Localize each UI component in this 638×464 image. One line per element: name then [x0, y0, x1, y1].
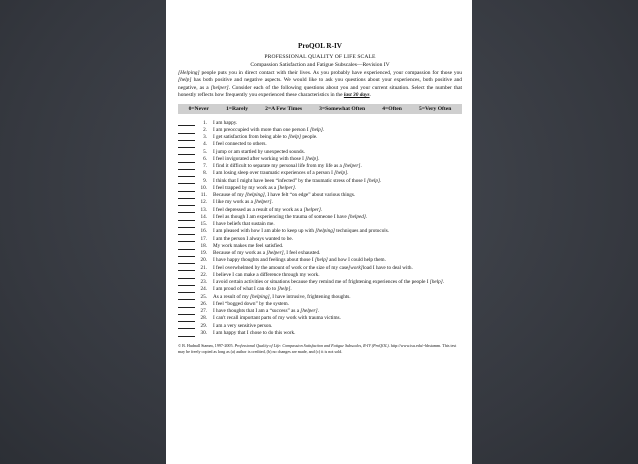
answer-blank[interactable] — [178, 214, 195, 221]
question-number: 9. — [203, 177, 207, 184]
question-number: 1. — [203, 119, 207, 126]
scale-option: 3=Somewhat Often — [319, 105, 366, 112]
answer-blank[interactable] — [178, 294, 195, 301]
question-number: 21. — [200, 264, 207, 271]
question-number: 13. — [200, 206, 207, 213]
answer-blank[interactable] — [178, 141, 195, 148]
question-item — [178, 315, 462, 322]
question-text — [213, 221, 462, 228]
italic-text: [helper] — [277, 184, 295, 191]
text-run: I feel connected to others. — [213, 141, 267, 148]
question-number: 22. — [200, 271, 207, 278]
answer-blank[interactable] — [178, 207, 195, 214]
question-number: 11. — [200, 192, 207, 199]
text-run: . — [271, 199, 273, 206]
answer-blank[interactable] — [178, 236, 195, 243]
text-run: people puts you in direct contact with their lives. As you probably have experienced, your compassion for those you — [199, 70, 462, 76]
question-number: 16. — [200, 228, 207, 235]
text-run: . http://www.isu.edu/~bhstamm. This test may be freely copied as long as (a) author is credited, (b) no changes are made, and (c) it is not sold. — [178, 343, 457, 354]
answer-blank[interactable] — [178, 279, 195, 286]
question-number: 26. — [200, 300, 207, 307]
answer-blank[interactable] — [178, 221, 195, 228]
question-item — [178, 286, 462, 293]
question-text — [213, 294, 462, 301]
question-item — [178, 141, 462, 148]
italic-text: [help] — [277, 286, 291, 293]
text-run: I find it difficult to separate my personal life from my life as a — [213, 163, 344, 170]
question-number: 4. — [203, 141, 207, 148]
answer-blank[interactable] — [178, 243, 195, 250]
question-item — [178, 330, 462, 337]
question-item — [178, 323, 462, 330]
text-run: . — [290, 286, 292, 293]
answer-blank[interactable] — [178, 178, 195, 185]
question-number: 6. — [203, 155, 207, 162]
text-run: . Consider each of the following questions about you and your current situation. Select the number that honestly reflects how frequently you experienced these characteristics in the — [178, 84, 462, 99]
answer-blank[interactable] — [178, 156, 195, 163]
text-run: I feel as though I am experiencing the trauma of someone I have — [213, 213, 348, 220]
text-run: I feel depressed as a result of my work as a — [213, 206, 304, 213]
text-run: . — [318, 155, 320, 162]
answer-blank[interactable] — [178, 120, 195, 127]
question-text — [213, 170, 462, 177]
italic-text: [helping] — [245, 192, 265, 199]
answer-blank[interactable] — [178, 192, 195, 199]
answer-blank[interactable] — [178, 301, 195, 308]
question-item — [178, 294, 462, 301]
text-run: . — [317, 308, 319, 315]
question-text — [213, 265, 462, 272]
answer-blank[interactable] — [178, 265, 195, 272]
text-run: I feel overwhelmed by the amount of work or the size of my case — [213, 264, 349, 271]
italic-text: [help] — [367, 177, 380, 184]
question-item — [178, 120, 462, 127]
text-run: . — [365, 213, 368, 220]
text-run: I am the person I always wanted to be. — [213, 235, 293, 242]
italic-text: [help] — [429, 279, 443, 286]
question-number: 10. — [200, 184, 207, 191]
italic-text: [helper] — [303, 206, 321, 213]
italic-text: [work] — [348, 264, 363, 271]
question-item — [178, 221, 462, 228]
text-run: and how I could help them. — [327, 257, 386, 264]
text-run: I think that I might have been “infected” by the traumatic stress of those I — [213, 177, 367, 184]
text-run: I am proud of what I can do to — [213, 286, 278, 293]
text-run: . — [360, 163, 362, 170]
scale-option: 5=Very Often — [419, 105, 452, 112]
answer-blank[interactable] — [178, 185, 195, 192]
text-run: My work makes me feel satisfied. — [213, 242, 284, 249]
italic-text: [help] — [178, 77, 192, 84]
question-item — [178, 199, 462, 206]
italic-text: [Helping] — [178, 70, 200, 76]
question-number: 7. — [203, 163, 207, 170]
question-text — [213, 236, 462, 243]
question-item — [178, 228, 462, 235]
question-list — [178, 120, 462, 338]
question-number: 3. — [203, 134, 207, 141]
question-item — [178, 265, 462, 272]
question-item — [178, 149, 462, 156]
answer-blank[interactable] — [178, 257, 195, 264]
text-run: I am pleased with how I am able to keep up with — [213, 228, 316, 235]
text-run: I am preoccupied with more than one person I — [213, 126, 310, 133]
text-run: , I have intrusive, frightening thoughts. — [269, 293, 351, 300]
question-number: 14. — [200, 213, 207, 220]
question-number: 12. — [200, 199, 207, 206]
question-text — [213, 120, 462, 127]
question-number: 25. — [200, 293, 207, 300]
text-run: I have happy thoughts and feelings about those I — [213, 257, 315, 264]
question-number: 8. — [203, 170, 207, 177]
italic-text: [helper] — [300, 308, 318, 315]
text-run: , I feel exhausted. — [283, 250, 321, 257]
scale-option: 4=Often — [382, 105, 402, 112]
text-run: I jump or am startled by unexpected sounds. — [213, 148, 305, 155]
rating-scale — [178, 104, 462, 114]
text-run: . — [379, 177, 382, 184]
text-run: people. — [301, 134, 318, 141]
text-run: I feel trapped by my work as a — [213, 184, 278, 191]
answer-blank[interactable] — [178, 134, 195, 141]
copyright-footer — [178, 343, 462, 354]
text-run: load I have to deal with. — [362, 264, 413, 271]
text-run: . — [369, 92, 371, 99]
answer-blank[interactable] — [178, 323, 195, 330]
text-run: . — [347, 170, 349, 177]
question-number: 19. — [200, 250, 207, 257]
text-run: I have thoughts that I am a “success” as a — [213, 308, 301, 315]
question-number: 28. — [200, 315, 207, 322]
text-run: I am happy that I chose to do this work. — [213, 329, 296, 336]
document-page — [166, 0, 472, 464]
answer-blank[interactable] — [178, 330, 195, 337]
scale-option: 1=Rarely — [225, 105, 249, 112]
italic-text: [help] — [314, 257, 328, 264]
question-item — [178, 257, 462, 264]
text-run: . — [294, 184, 297, 191]
question-number: 2. — [203, 126, 207, 133]
italic-text: [helped] — [347, 213, 366, 220]
text-run: I am happy. — [213, 119, 238, 126]
text-run: techniques and protocols. — [334, 228, 390, 235]
answer-blank[interactable] — [178, 127, 195, 134]
text-run: I get satisfaction from being able to — [213, 134, 289, 141]
question-text — [213, 330, 462, 337]
scale-option: 0=Never — [188, 105, 209, 112]
text-run: © B. Hudnall Stamm, 1997-2005. — [178, 343, 235, 349]
text-run: I am losing sleep over traumatic experiences of a person I — [213, 170, 335, 177]
italic-text: Professional Quality of Life: Compassion Satisfaction and Fatigue Subscales, R-IV (ProQOL) — [234, 343, 389, 349]
italic-text: [helping] — [315, 228, 335, 235]
text-run: I am a very sensitive person. — [213, 322, 273, 329]
question-number: 17. — [200, 235, 207, 242]
question-text — [213, 192, 462, 199]
question-text — [213, 286, 462, 293]
answer-blank[interactable] — [178, 199, 195, 206]
italic-text: [help] — [305, 155, 319, 162]
text-run: I feel “bogged down” by the system. — [213, 300, 289, 307]
text-run: As a result of my — [213, 293, 251, 300]
answer-blank[interactable] — [178, 286, 195, 293]
question-number: 27. — [200, 308, 207, 315]
answer-blank[interactable] — [178, 228, 195, 235]
italic-text: [helping] — [250, 293, 270, 300]
question-item — [178, 192, 462, 199]
question-text — [213, 323, 462, 330]
answer-blank[interactable] — [178, 163, 195, 170]
question-text — [213, 207, 462, 214]
question-item — [178, 207, 462, 214]
question-number: 5. — [203, 148, 207, 155]
document-subheading: Compassion Satisfaction and Fatigue Subscales—Revision IV — [250, 62, 390, 68]
text-run: . — [320, 206, 323, 213]
answer-blank[interactable] — [178, 308, 195, 315]
question-text — [213, 315, 462, 322]
italic-text: [helper] — [343, 163, 361, 170]
document-subtitle: PROFESSIONAL QUALITY OF LIFE SCALE — [264, 54, 376, 60]
text-run: , I have felt “on edge” about various things. — [264, 192, 356, 199]
question-number: 15. — [200, 221, 207, 228]
text-run: . — [322, 126, 325, 133]
question-text — [213, 228, 462, 235]
text-run: I can't recall important parts of my work with trauma victims. — [213, 315, 341, 322]
question-number: 18. — [200, 242, 207, 249]
answer-blank[interactable] — [178, 315, 195, 322]
answer-blank[interactable] — [178, 250, 195, 257]
question-text — [213, 199, 462, 206]
question-text — [213, 257, 462, 264]
intro-paragraph — [178, 70, 462, 100]
question-number: 23. — [200, 279, 207, 286]
text-run: I believe I can make a difference through my work. — [213, 271, 320, 278]
text-run: I have beliefs that sustain me. — [213, 221, 275, 228]
question-text — [213, 178, 462, 185]
question-text — [213, 149, 462, 156]
text-run: has both positive and negative aspects. We would like to ask you questions about your experiences, both positive and negative, as a — [178, 77, 462, 91]
question-text — [213, 141, 462, 148]
italic-text: [helper] — [266, 250, 284, 257]
answer-blank[interactable] — [178, 149, 195, 156]
text-run: I avoid certain activities or situations because they remind me of frightening experiences of the people I — [213, 279, 430, 286]
scale-option: 2=A Few Times — [265, 105, 303, 112]
text-run: I feel invigorated after working with those I — [213, 155, 306, 162]
text-run: I like my work as a — [213, 199, 255, 206]
question-number: 20. — [200, 257, 207, 264]
question-item — [178, 170, 462, 177]
answer-blank[interactable] — [178, 170, 195, 177]
question-number: 29. — [200, 322, 207, 329]
document-title: ProQOL R-IV — [298, 42, 342, 50]
question-number: 30. — [200, 329, 207, 336]
italic-text: [help] — [288, 134, 302, 141]
italic-text: [helper] — [210, 84, 229, 91]
italic-text: [help] — [309, 126, 323, 133]
answer-blank[interactable] — [178, 272, 195, 279]
italic-text: [help] — [334, 170, 348, 177]
text-run: . — [442, 279, 445, 286]
question-number: 24. — [200, 286, 207, 293]
italic-text: [helper] — [254, 199, 272, 206]
text-run: Because of my work as a — [213, 250, 267, 257]
underlined-text: last 30 days — [343, 92, 370, 99]
question-item — [178, 178, 462, 185]
text-run: Because of my — [213, 192, 246, 199]
question-item — [178, 236, 462, 243]
